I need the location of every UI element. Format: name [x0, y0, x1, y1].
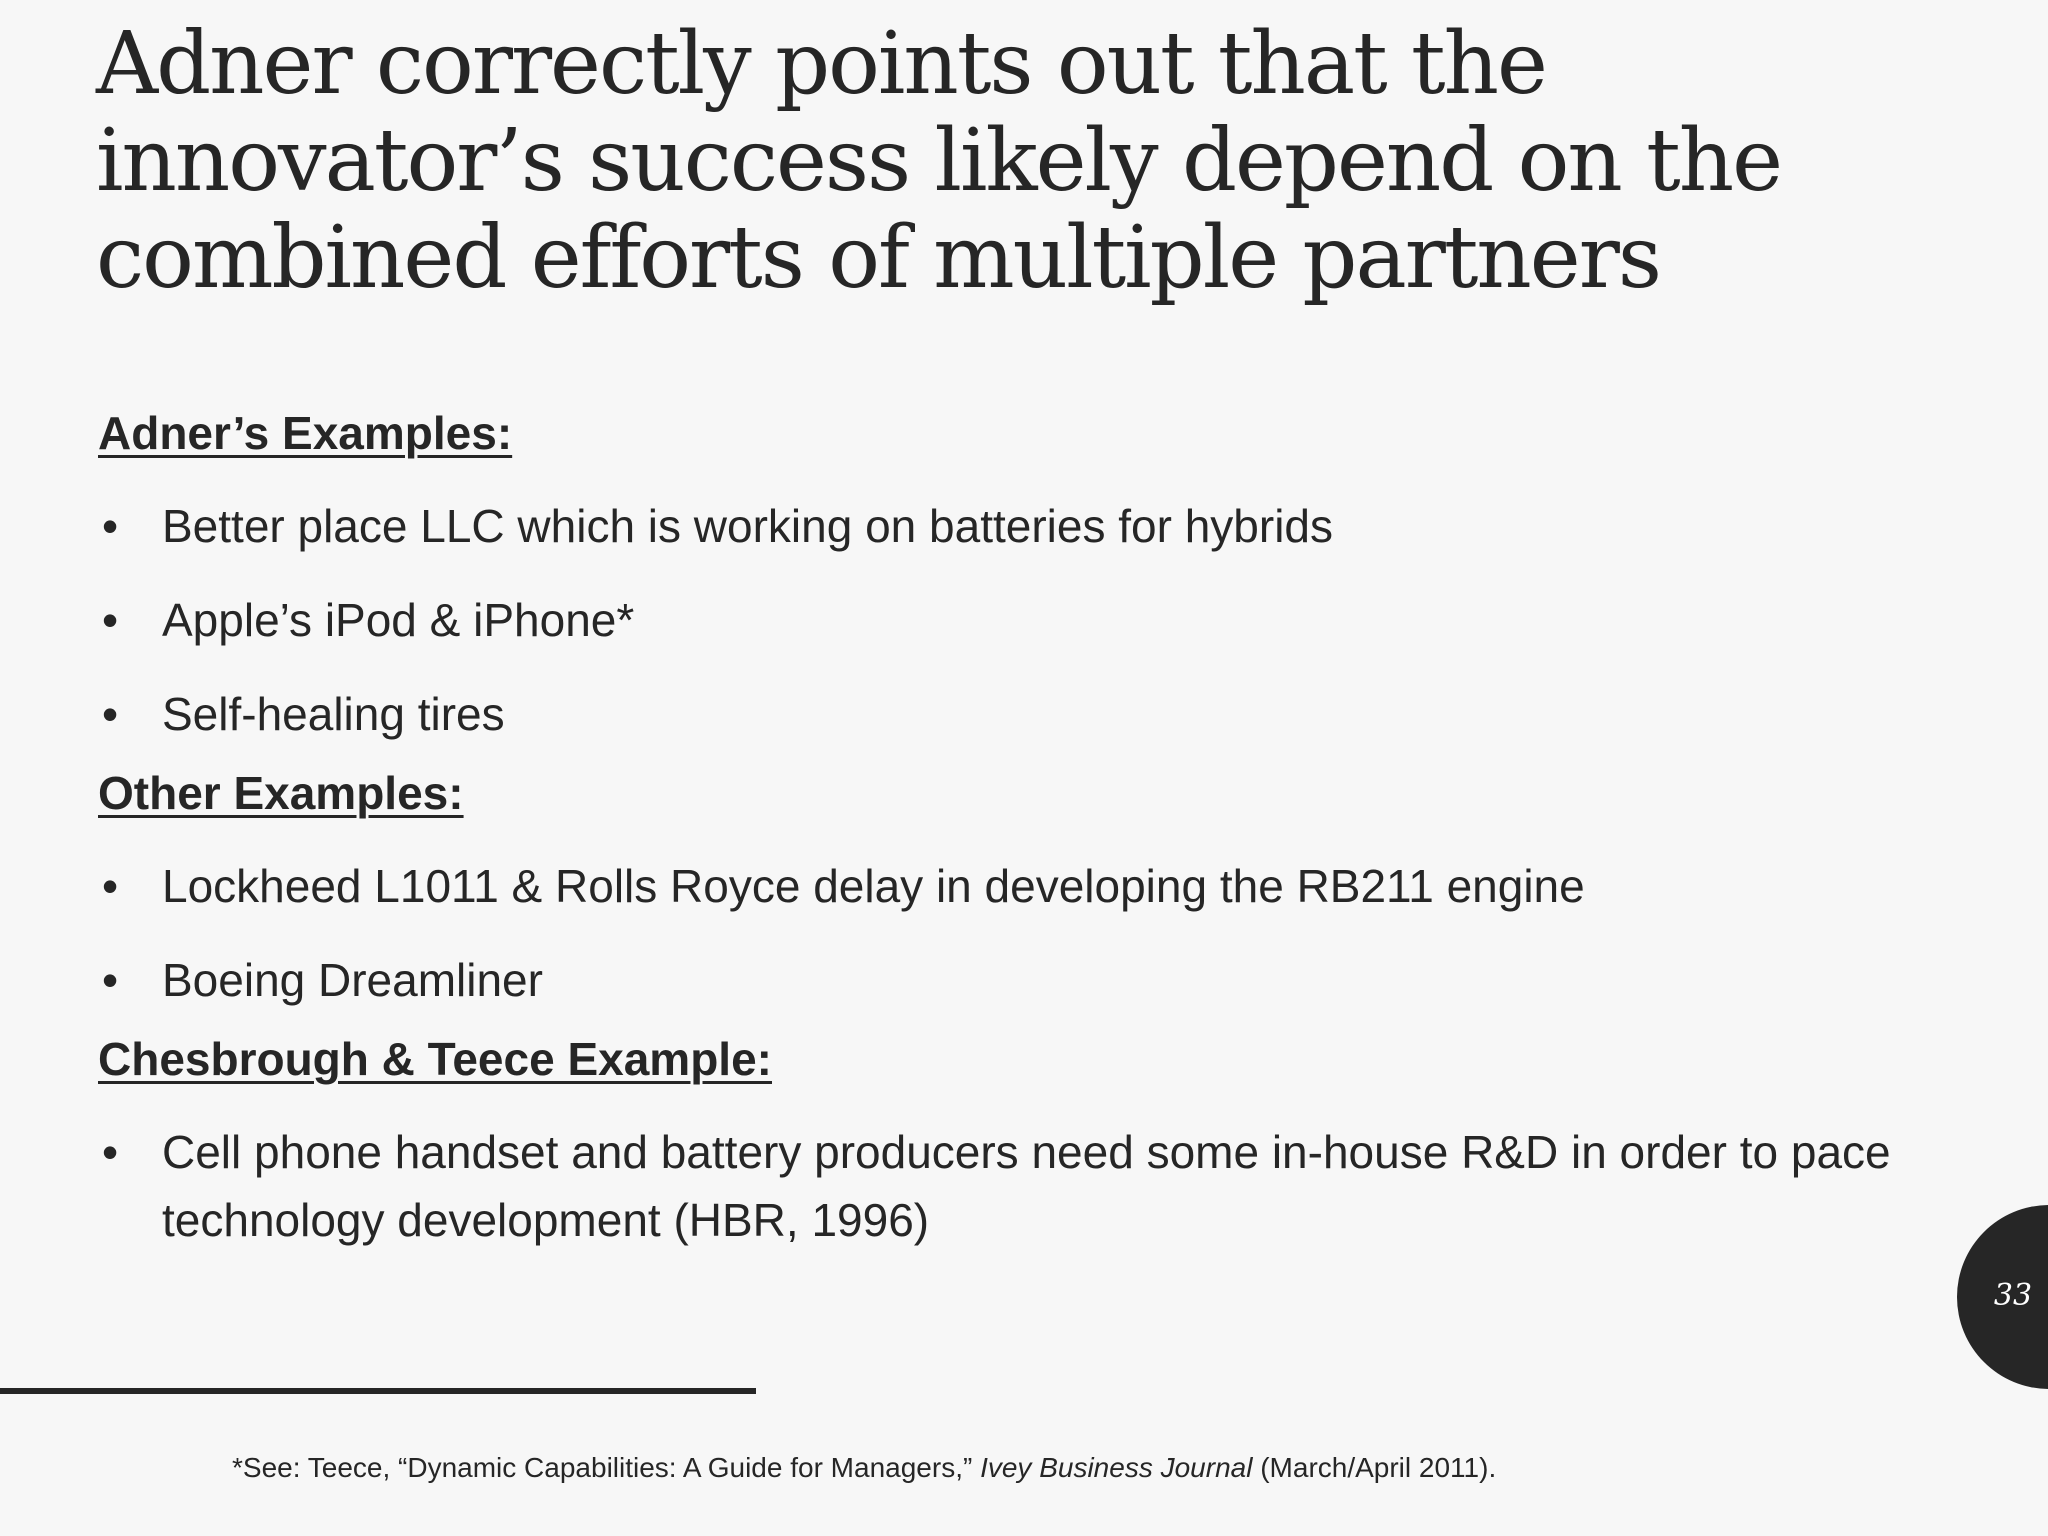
- slide-body: [98, 400, 1958, 1254]
- bullet-text: Boeing Dreamliner: [162, 954, 543, 1006]
- section-heading-chesbrough-teece-example: Chesbrough & Teece Example:: [98, 1033, 772, 1085]
- footnote-journal: Ivey Business Journal: [980, 1452, 1253, 1483]
- bullet-dot-icon: •: [101, 860, 119, 912]
- footer-divider: [0, 1388, 756, 1394]
- bullet-item: [98, 852, 1958, 920]
- bullet-dot-icon: •: [101, 500, 119, 552]
- section-heading-other-examples: Other Examples:: [98, 767, 464, 819]
- bullet-item: [98, 946, 1958, 1014]
- bullet-text: Cell phone handset and battery producers need some in-house R&D in order to pace technology development (HBR, 1996): [162, 1126, 1891, 1246]
- bullet-dot-icon: •: [101, 954, 119, 1006]
- bullet-item: [98, 492, 1958, 560]
- bullet-item: [98, 1118, 1958, 1254]
- bullet-text: Self-healing tires: [162, 688, 505, 740]
- section-heading-adner-examples: Adner’s Examples:: [98, 407, 513, 459]
- bullet-dot-icon: •: [101, 594, 119, 646]
- bullet-list-other-examples: [98, 852, 1958, 1014]
- footnote-prefix: *See: Teece, “Dynamic Capabilities: A Guide for Managers,”: [232, 1452, 981, 1483]
- bullet-list-adner-examples: [98, 492, 1958, 748]
- bullet-dot-icon: •: [101, 688, 119, 740]
- slide-title: Adner correctly points out that the innovator’s success likely depend on the combined efforts of multiple partners: [96, 14, 1781, 308]
- page-number: 33: [1993, 1278, 2033, 1313]
- footnote-suffix: (March/April 2011).: [1252, 1452, 1497, 1483]
- bullet-text: Better place LLC which is working on batteries for hybrids: [162, 500, 1334, 552]
- bullet-dot-icon: •: [101, 1126, 119, 1178]
- bullet-text: Lockheed L1011 & Rolls Royce delay in developing the RB211 engine: [162, 860, 1585, 912]
- bullet-item: [98, 680, 1958, 748]
- bullet-item: [98, 586, 1958, 654]
- bullet-text: Apple’s iPod & iPhone*: [162, 594, 635, 646]
- bullet-list-chesbrough-teece-example: [98, 1118, 1958, 1254]
- footnote: [232, 1446, 1496, 1490]
